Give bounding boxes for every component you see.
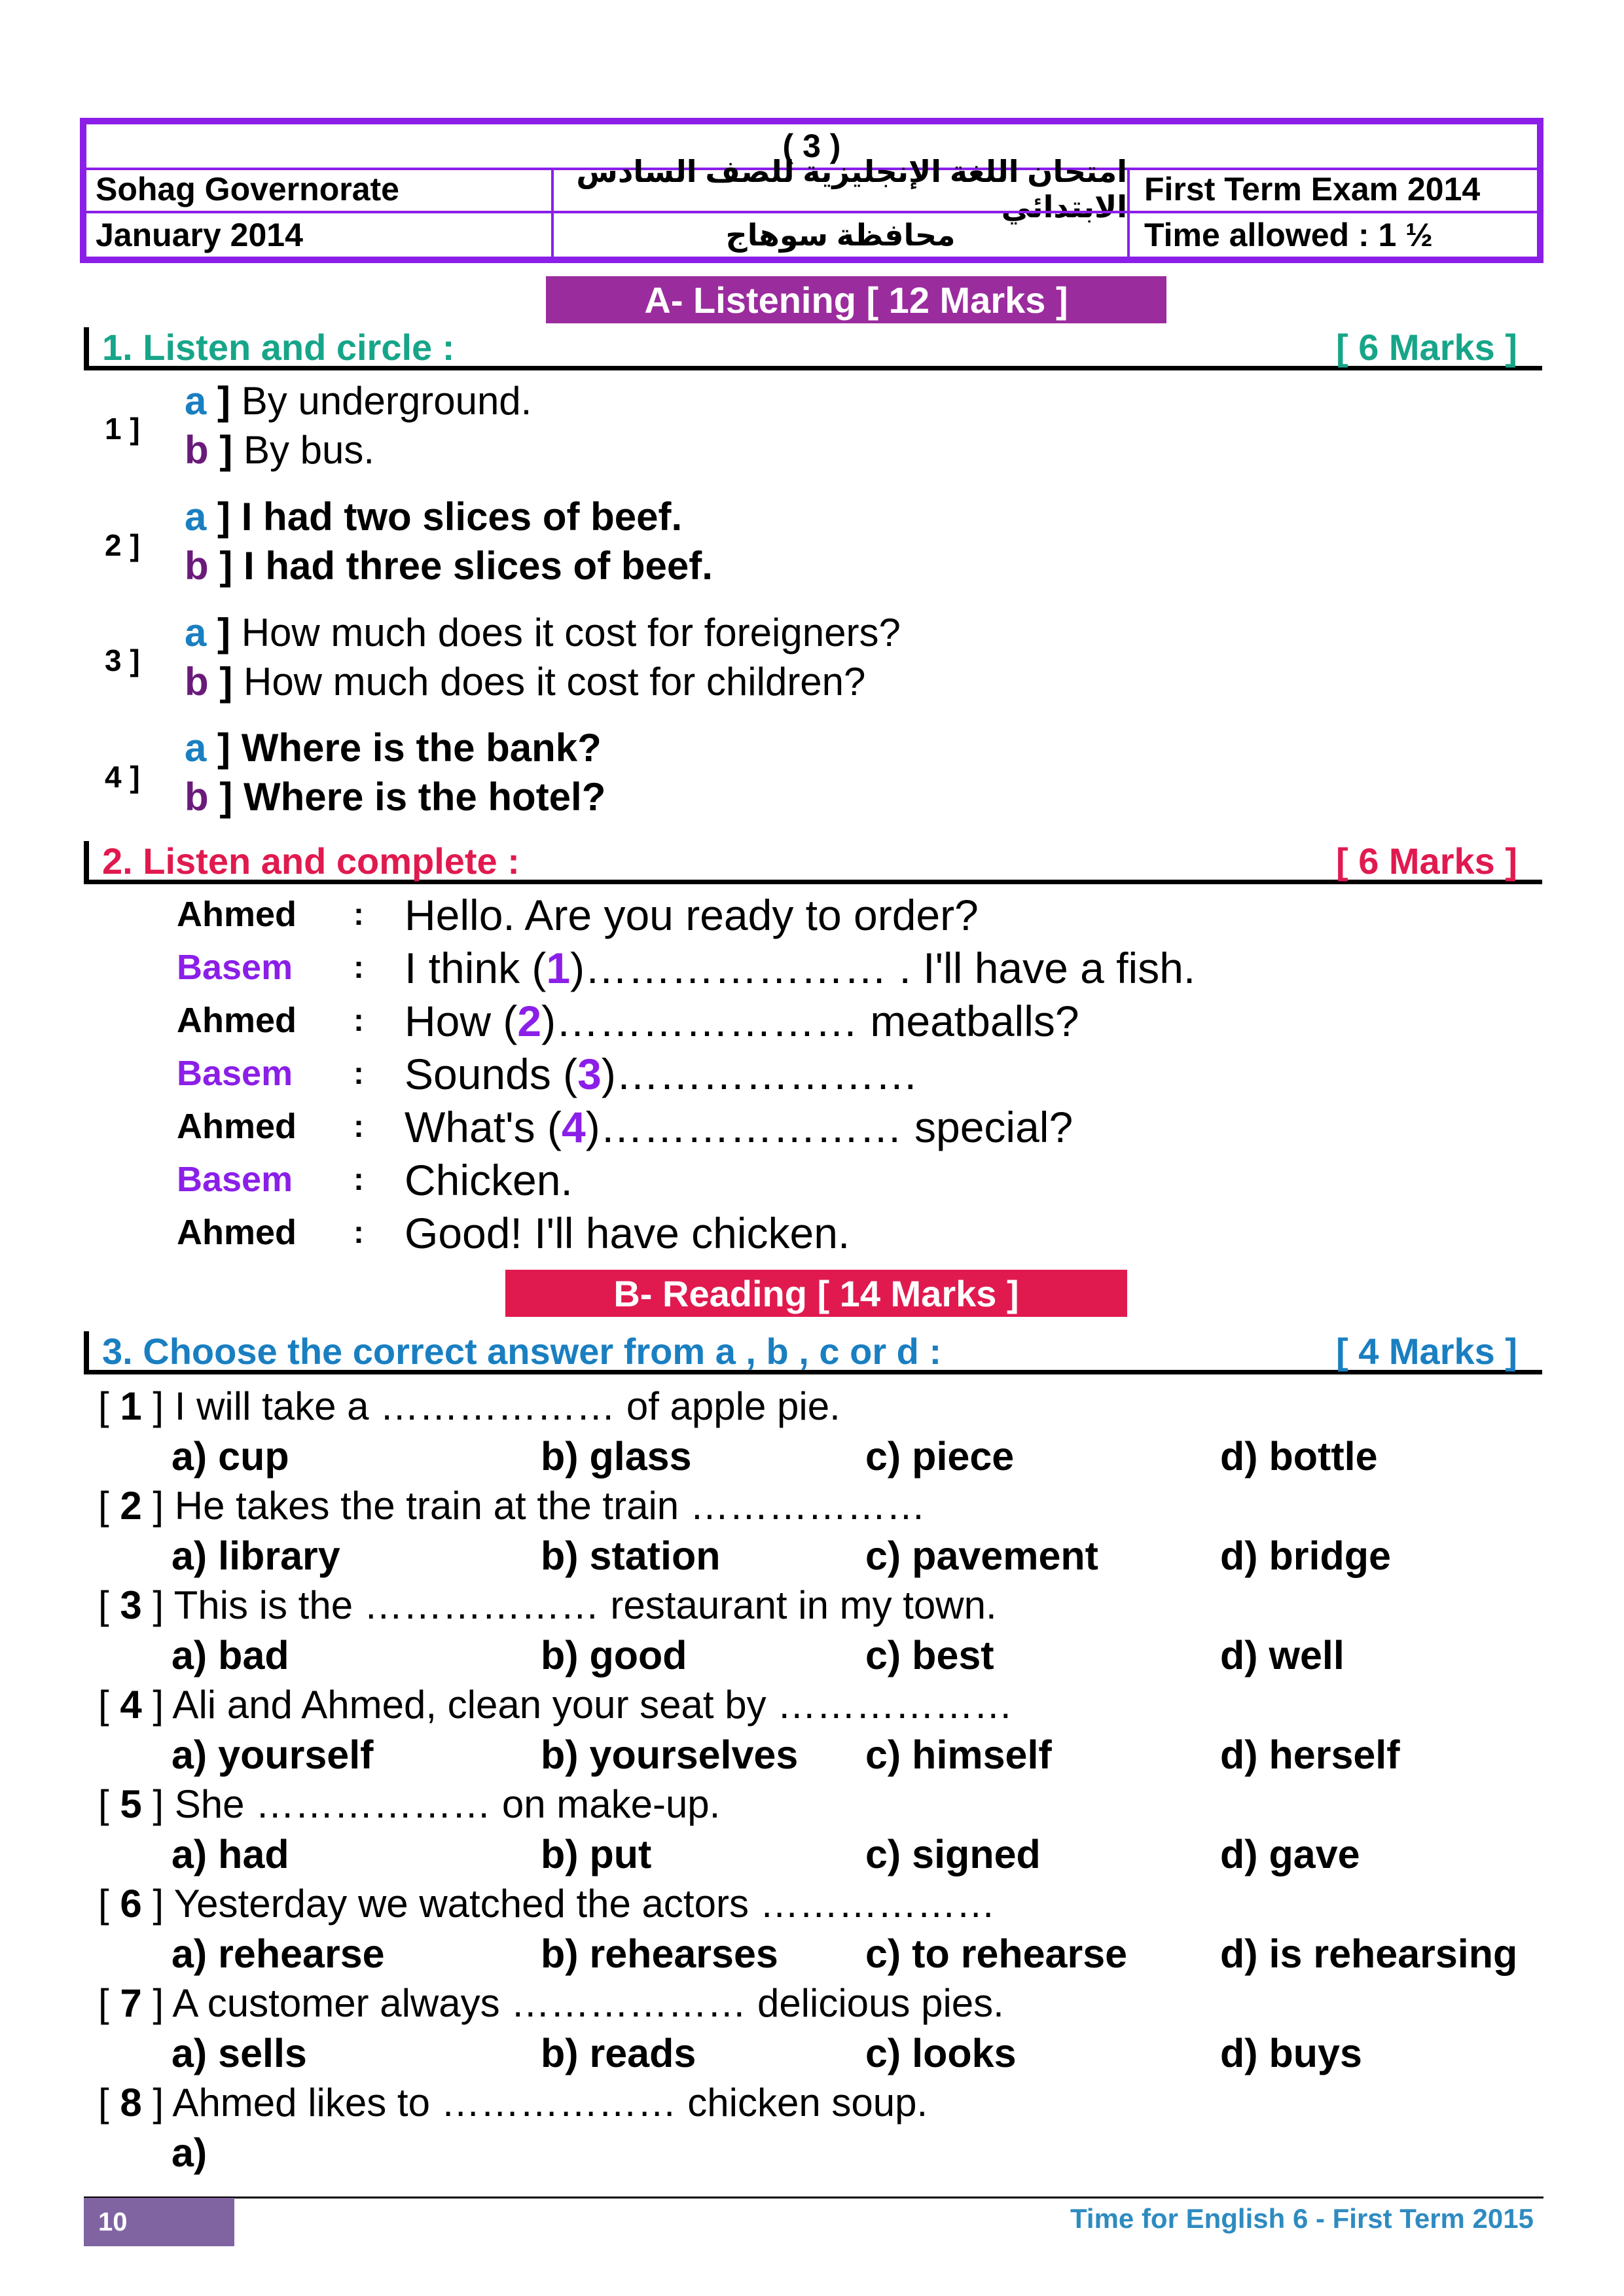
q1-option-a[interactable]: a ] How much does it cost for foreigners? — [185, 611, 901, 655]
mcq-option-d[interactable]: d) well — [1220, 1633, 1344, 1677]
mcq-option-b[interactable]: b) good — [541, 1633, 687, 1677]
mcq-option-d[interactable]: d) buys — [1220, 2031, 1362, 2075]
reading-section-banner: B- Reading [ 14 Marks ] — [505, 1270, 1127, 1317]
mcq-option-d[interactable]: d) is rehearsing — [1220, 1931, 1518, 1976]
mcq-question: [ 5 ] She ……………… on make-up. — [98, 1782, 721, 1826]
speaker-colon: : — [353, 897, 364, 932]
mcq-option-c[interactable]: c) to rehearse — [865, 1931, 1128, 1976]
q1-option-b[interactable]: b ] Where is the hotel? — [185, 775, 606, 819]
exam-header-table — [80, 118, 1543, 263]
mcq-option-c[interactable]: c) signed — [865, 1832, 1041, 1876]
q1-option-b[interactable]: b ] How much does it cost for children? — [185, 660, 866, 704]
mcq-option-a[interactable]: a) had — [171, 1832, 289, 1876]
speaker-name: Basem — [177, 1160, 293, 1199]
header-time-allowed: Time allowed : 1 ½ — [1127, 211, 1537, 257]
header-page-number: ( 3 ) — [86, 124, 1537, 170]
mcq-option-b[interactable]: b) station — [541, 1534, 721, 1578]
footer-book-title: Time for English 6 - First Term 2015 — [1070, 2203, 1534, 2234]
footer-page-number: 10 — [98, 2207, 128, 2236]
listening-section-banner: A- Listening [ 12 Marks ] — [546, 276, 1166, 323]
mcq-option-a[interactable]: a) bad — [171, 1633, 289, 1677]
speaker-name: Ahmed — [177, 1107, 297, 1146]
header-arabic-governorate: محافظة سوهاج — [551, 211, 1130, 257]
q1-option-a[interactable]: a ] By underground. — [185, 379, 532, 423]
dialogue-blank-4[interactable]: What's (4)………………… special? — [405, 1103, 1074, 1151]
speaker-colon: : — [353, 1162, 364, 1197]
q1-heading — [84, 327, 1542, 370]
q1-option-b[interactable]: b ] I had three slices of beef. — [185, 544, 713, 588]
speaker-colon: : — [353, 1056, 364, 1091]
speaker-name: Basem — [177, 1054, 293, 1093]
mcq-option-b[interactable]: b) reads — [541, 2031, 696, 2075]
speaker-name: Ahmed — [177, 1213, 297, 1252]
speaker-colon: : — [353, 1003, 364, 1038]
mcq-option-d[interactable]: d) bottle — [1220, 1434, 1378, 1479]
q1-option-b[interactable]: b ] By bus. — [185, 428, 375, 472]
header-arabic-title: امتحان اللغة الإنجليزية للصف السادس الابتدائي — [551, 168, 1130, 213]
mcq-question: [ 1 ] I will take a ……………… of apple pie. — [98, 1384, 840, 1428]
mcq-option-a[interactable]: a) rehearse — [171, 1931, 385, 1976]
q2-heading — [84, 841, 1542, 884]
mcq-question: [ 6 ] Yesterday we watched the actors ……………… — [98, 1882, 996, 1926]
dialogue-blank-3[interactable]: Sounds (3)………………… — [405, 1050, 918, 1098]
mcq-option-a[interactable]: a) sells — [171, 2031, 307, 2075]
header-governorate: Sohag Governorate — [86, 168, 554, 213]
dialogue-text: Good! I'll have chicken. — [405, 1209, 850, 1257]
q1-option-a[interactable]: a ] I had two slices of beef. — [185, 495, 683, 539]
q3-marks: [ 4 Marks ] — [1336, 1331, 1517, 1372]
mcq-question: [ 7 ] A customer always ……………… delicious pies. — [98, 1981, 1004, 2025]
q3-title: 3. Choose the correct answer from a , b , c or d : — [102, 1331, 942, 1372]
mcq-option-a[interactable]: a) library — [171, 1534, 340, 1578]
q1-item-number: 2 ] — [105, 528, 140, 562]
footer-rule — [84, 2197, 1543, 2198]
speaker-colon: : — [353, 1215, 364, 1250]
q1-option-a[interactable]: a ] Where is the bank? — [185, 726, 602, 770]
footer-page-box — [84, 2198, 234, 2246]
q2-title: 2. Listen and complete : — [102, 840, 520, 882]
mcq-question: [ 2 ] He takes the train at the train ……………… — [98, 1484, 926, 1528]
speaker-name: Ahmed — [177, 1001, 297, 1040]
speaker-colon: : — [353, 1109, 364, 1144]
dialogue-text: Hello. Are you ready to order? — [405, 891, 979, 939]
q1-item-number: 3 ] — [105, 643, 140, 677]
mcq-option-a[interactable]: a) yourself — [171, 1732, 374, 1777]
mcq-option-c[interactable]: c) himself — [865, 1732, 1052, 1777]
mcq-option-b[interactable]: b) glass — [541, 1434, 692, 1479]
mcq-option-b[interactable]: b) yourselves — [541, 1732, 799, 1777]
speaker-name: Ahmed — [177, 895, 297, 934]
mcq-question: [ 3 ] This is the ……………… restaurant in my town. — [98, 1583, 997, 1627]
mcq-option-c[interactable]: c) best — [865, 1633, 994, 1677]
mcq-option-a[interactable]: a) — [171, 2130, 208, 2175]
mcq-option-b[interactable]: b) put — [541, 1832, 652, 1876]
mcq-question: [ 8 ] Ahmed likes to ……………… chicken soup. — [98, 2081, 928, 2125]
header-date: January 2014 — [86, 211, 554, 257]
q3-heading — [84, 1331, 1542, 1374]
mcq-option-d[interactable]: d) gave — [1220, 1832, 1360, 1876]
q1-title: 1. Listen and circle : — [102, 327, 455, 368]
dialogue-blank-2[interactable]: How (2)………………… meatballs? — [405, 997, 1079, 1045]
mcq-question: [ 4 ] Ali and Ahmed, clean your seat by ……………… — [98, 1683, 1013, 1727]
mcq-option-d[interactable]: d) herself — [1220, 1732, 1400, 1777]
speaker-colon: : — [353, 950, 364, 985]
mcq-option-d[interactable]: d) bridge — [1220, 1534, 1391, 1578]
q1-item-number: 4 ] — [105, 760, 140, 794]
q1-marks: [ 6 Marks ] — [1336, 327, 1517, 368]
mcq-option-b[interactable]: b) rehearses — [541, 1931, 778, 1976]
mcq-option-c[interactable]: c) piece — [865, 1434, 1015, 1479]
mcq-option-c[interactable]: c) looks — [865, 2031, 1017, 2075]
header-exam-title: First Term Exam 2014 — [1127, 168, 1537, 213]
q2-marks: [ 6 Marks ] — [1336, 840, 1517, 882]
mcq-option-c[interactable]: c) pavement — [865, 1534, 1098, 1578]
dialogue-blank-1[interactable]: I think (1)………………… . I'll have a fish. — [405, 944, 1196, 992]
dialogue-text: Chicken. — [405, 1156, 573, 1204]
q1-item-number: 1 ] — [105, 412, 140, 446]
speaker-name: Basem — [177, 948, 293, 987]
mcq-option-a[interactable]: a) cup — [171, 1434, 289, 1479]
